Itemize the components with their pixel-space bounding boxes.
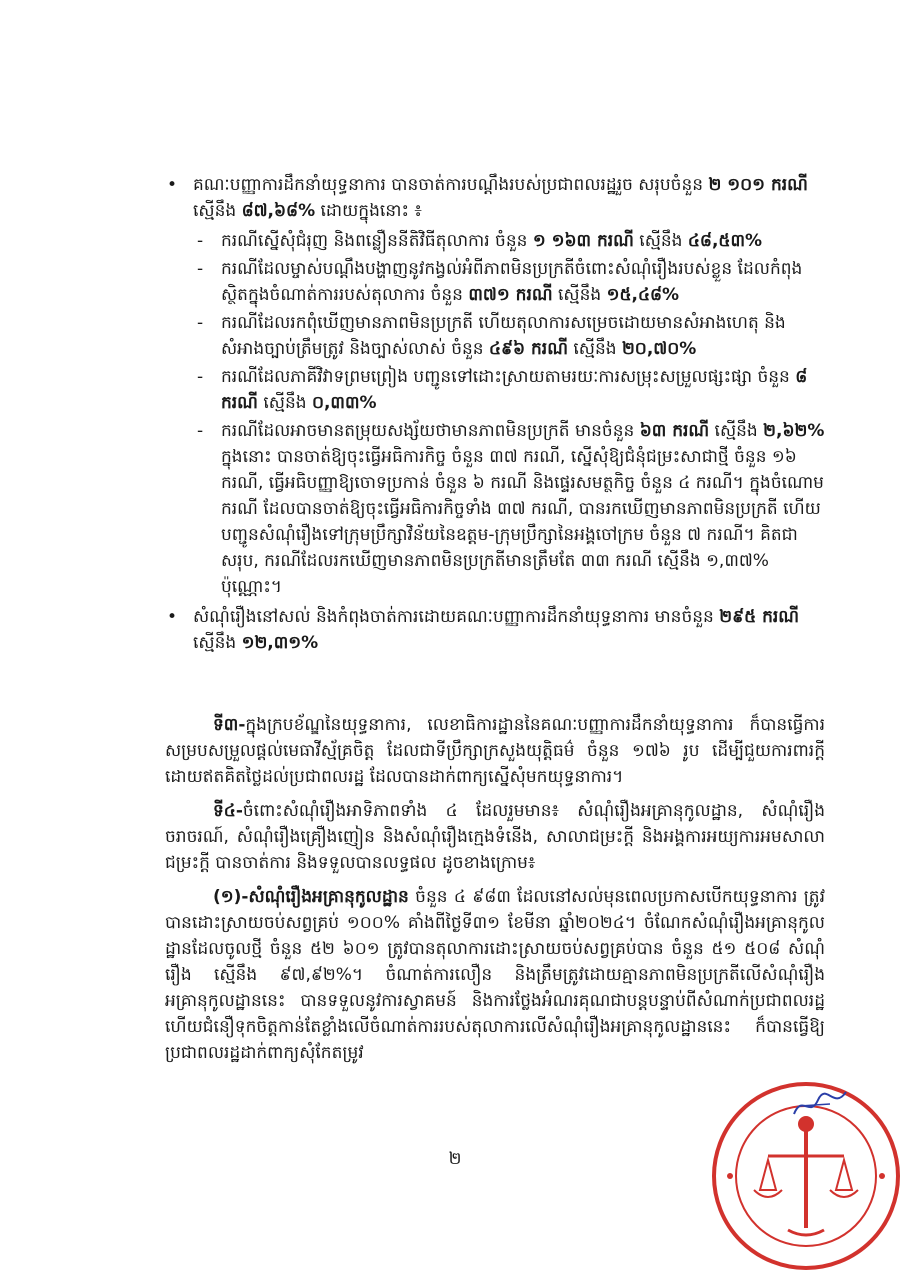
bullet-item <box>165 604 825 656</box>
dash-icon: - <box>197 231 204 251</box>
sub-item <box>195 418 825 600</box>
paragraph-4-1 <box>165 884 825 1066</box>
dash-icon: - <box>197 421 204 441</box>
sub-list <box>193 228 825 600</box>
sub-text: ករណីដែលអាចមានតម្រុយសង្ស័យថាមានភាពមិនប្រក្រតី មានចំនួន <box>221 421 640 441</box>
sub-text: ស្មើនឹង <box>567 339 622 359</box>
sub-count: ៤៩៦ ករណី <box>488 339 568 359</box>
sub-text: ស្មើនឹង <box>552 285 607 305</box>
sub-count: ៣៧១ ករណី <box>468 285 553 305</box>
bullet-dot-icon: • <box>167 607 178 627</box>
signature-icon <box>790 1084 850 1124</box>
sub-text: ស្មើនឹង <box>633 231 688 251</box>
bullet-percent: ១២,៣១% <box>241 633 319 653</box>
paragraph-label: (១)-សំណុំរឿងអគ្រានុកូលដ្ឋាន <box>213 887 409 907</box>
paragraph-text: ចំនួន ៤ ៩៨៣ ដែលនៅសល់មុនពេលប្រកាសបើកយុទ្ធនាការ ត្រូវបានដោះស្រាយចប់សព្វគ្រប់ ១០០% គាំងពីថ្ងៃទី៣១ ខែមីនា ឆ្នាំ២០២៤។ ចំណែកសំណុំរឿងអគ្រានុកូលដ្ឋានដែលចូលថ្មី ចំនួន ៥២ ៦០១ ត្រូវបានតុលាការដោះស្រាយចប់សព្វគ្រប់បាន ចំនួន ៥១ ៥០៨ សំណុំរឿង ស្មើនឹង ៩៧,៩២%។ ចំណាត់ការលឿន និងត្រឹមត្រូវដោយគ្មានភាពមិនប្រក្រតីលើសំណុំរឿងអគ្រានុកូលដ្ឋាននេះ បានទទួលនូវការស្វាគមន៍ និងការថ្លែងអំណរគុណជាបន្តបន្ទាប់ពីសំណាក់ប្រជាពលរដ្ឋ ហើយជំនឿទុកចិត្តកាន់តែខ្លាំងលើចំណាត់ការរបស់តុលាការលើសំណុំរឿងអគ្រានុកូលដ្ឋាននេះ ក៏បានធ្វើឱ្យប្រជាពលរដ្ឋដាក់ពាក្យសុំកែតម្រូវ <box>165 887 825 1063</box>
paragraph-4 <box>165 798 825 876</box>
bullet-text: ស្មើនឹង <box>193 201 242 221</box>
bullet-percent: ៨៧,៦៨% <box>241 201 316 221</box>
sub-item <box>195 310 825 362</box>
paragraph-label: ទី៣- <box>213 715 246 735</box>
sub-text: ករណីស្នើសុំជំរុញ និងពន្លឿននីតិវិធីតុលាការ ចំនួន <box>221 231 533 251</box>
sub-percent: ២០,៧០% <box>621 339 697 359</box>
sub-text: ក្នុងនោះ បានចាត់ឱ្យចុះធ្វើអធិការកិច្ច ចំនួន ៣៧ ករណី, ស្នើសុំឱ្យជំនុំជម្រះសាជាថ្មី ចំនួន ១៦ ករណី, ធ្វើអធិបញ្ញាឱ្យចោទប្រកាន់ ចំនួន ៦ ករណី និងផ្ទេរសមត្ថកិច្ច ចំនួន ៤ ករណី។ ក្នុងចំណោមករណី ដែលបានចាត់ឱ្យចុះធ្វើអធិការកិច្ចទាំង ៣៧ ករណី, បានរកឃើញមានភាពមិនប្រក្រតី ហើយបញ្ជូនសំណុំរឿងទៅក្រុមប្រឹក្សាវិន័យនៃឧត្តម-ក្រុមប្រឹក្សានៃអង្គចៅក្រម ចំនួន ៧ ករណី។ គិតជាសរុប, ករណីដែលរកឃើញមានភាពមិនប្រក្រតីមានត្រឹមតែ ៣៣ ករណី ស្មើនឹង ១,៣៧% ប៉ុណ្ណោះ។ <box>221 447 824 597</box>
sub-text: ករណីដែលម្ចាស់បណ្តឹងបង្ហាញនូវកង្វល់អំពីភាពមិនប្រក្រតីចំពោះសំណុំរឿងរបស់ខ្លួន ដែលកំពុងស្ថិតក្នុងចំណាត់ការរបស់តុលាការ ចំនួន <box>221 259 803 305</box>
sub-text: ស្មើនឹង <box>257 393 312 413</box>
sub-count: ៨ ករណី <box>221 367 808 413</box>
body-paragraphs <box>165 712 825 1074</box>
bullet-dot-icon: • <box>167 175 178 195</box>
bullet-item <box>165 172 825 600</box>
sub-text: ករណីដែលរកពុំឃើញមានភាពមិនប្រក្រតី ហើយតុលាការសម្រេចដោយមានសំអាងហេតុ និងសំអាងច្បាប់ត្រឹមត្រូវ និងច្បាស់លាស់ ចំនួន <box>221 313 786 359</box>
bullet-text: ដោយក្នុងនោះ ៖ <box>315 201 422 221</box>
sub-item <box>195 256 825 308</box>
sub-item <box>195 364 825 416</box>
bullet-count: ២ ១០១ ករណី <box>708 175 808 195</box>
dash-icon: - <box>197 259 204 279</box>
sub-percent: ១៥,៤៨% <box>606 285 680 305</box>
paragraph-text: ក្នុងក្របខ័ណ្ឌនៃយុទ្ធនាការ, លេខាធិការដ្ឋាននៃគណៈបញ្ញាការដឹកនាំយុទ្ធនាការ ក៏បានធ្វើការសម្របសម្រួលផ្តល់មេធាវីស្ម័គ្រចិត្ត ដែលជាទីប្រឹក្សាក្រសួងយុត្តិធម៌ ចំនួន ១៧៦ រូប ដើម្បីជួយការពារក្តីដោយឥតគិតថ្លៃដល់ប្រជាពលរដ្ឋ ដែលបានដាក់ពាក្យស្នើសុំមកយុទ្ធនាការ។ <box>165 715 825 787</box>
bullet-text: ស្មើនឹង <box>193 633 242 653</box>
sub-text: ករណីដែលភាគីវិវាទព្រមព្រៀង បញ្ជូនទៅដោះស្រាយតាមរយៈការសម្រុះសម្រួលផ្សះផ្សា ចំនួន <box>221 367 796 387</box>
dash-icon: - <box>197 313 204 333</box>
bullet-text: សំណុំរឿងនៅសល់ និងកំពុងចាត់ការដោយគណៈបញ្ញាការដឹកនាំយុទ្ធនាការ មានចំនួន <box>193 607 720 627</box>
sub-percent: ២,៦២% <box>763 421 825 441</box>
bullet-count: ២៩៥ ករណី <box>719 607 800 627</box>
sub-item <box>195 228 825 254</box>
paragraph-text: ចំពោះសំណុំរឿងអាទិភាពទាំង ៤ ដែលរួមមាន៖ សំណុំរឿងអគ្រានុកូលដ្ឋាន, សំណុំរឿងចរាចរណ៍, សំណុំរឿងគ្រឿងញៀន និងសំណុំរឿងក្មេងទំនើង, សាលាជម្រះក្តី និងអង្គការអយ្យការអមសាលាជម្រះក្តី បានចាត់ការ និងទទួលបានលទ្ធផល ដូចខាងក្រោម៖ <box>165 801 825 873</box>
paragraph-label: ទី៤- <box>213 801 243 821</box>
sub-percent: ៤៨,៥៣% <box>687 231 763 251</box>
sub-count: ៦៣ ករណី <box>639 421 710 441</box>
bullet-list <box>165 172 825 658</box>
page-number: ២ <box>448 1149 462 1169</box>
dash-icon: - <box>197 367 204 387</box>
sub-count: ១ ១៦៣ ករណី <box>532 231 634 251</box>
paragraph-3 <box>165 712 825 790</box>
sub-percent: ០,៣៣% <box>311 393 377 413</box>
sub-text: ស្មើនឹង <box>709 421 764 441</box>
bullet-text: គណៈបញ្ញាការដឹកនាំយុទ្ធនាការ បានចាត់ការបណ្តឹងរបស់ប្រជាពលរដ្ឋរួច សរុបចំនួន <box>193 175 709 195</box>
